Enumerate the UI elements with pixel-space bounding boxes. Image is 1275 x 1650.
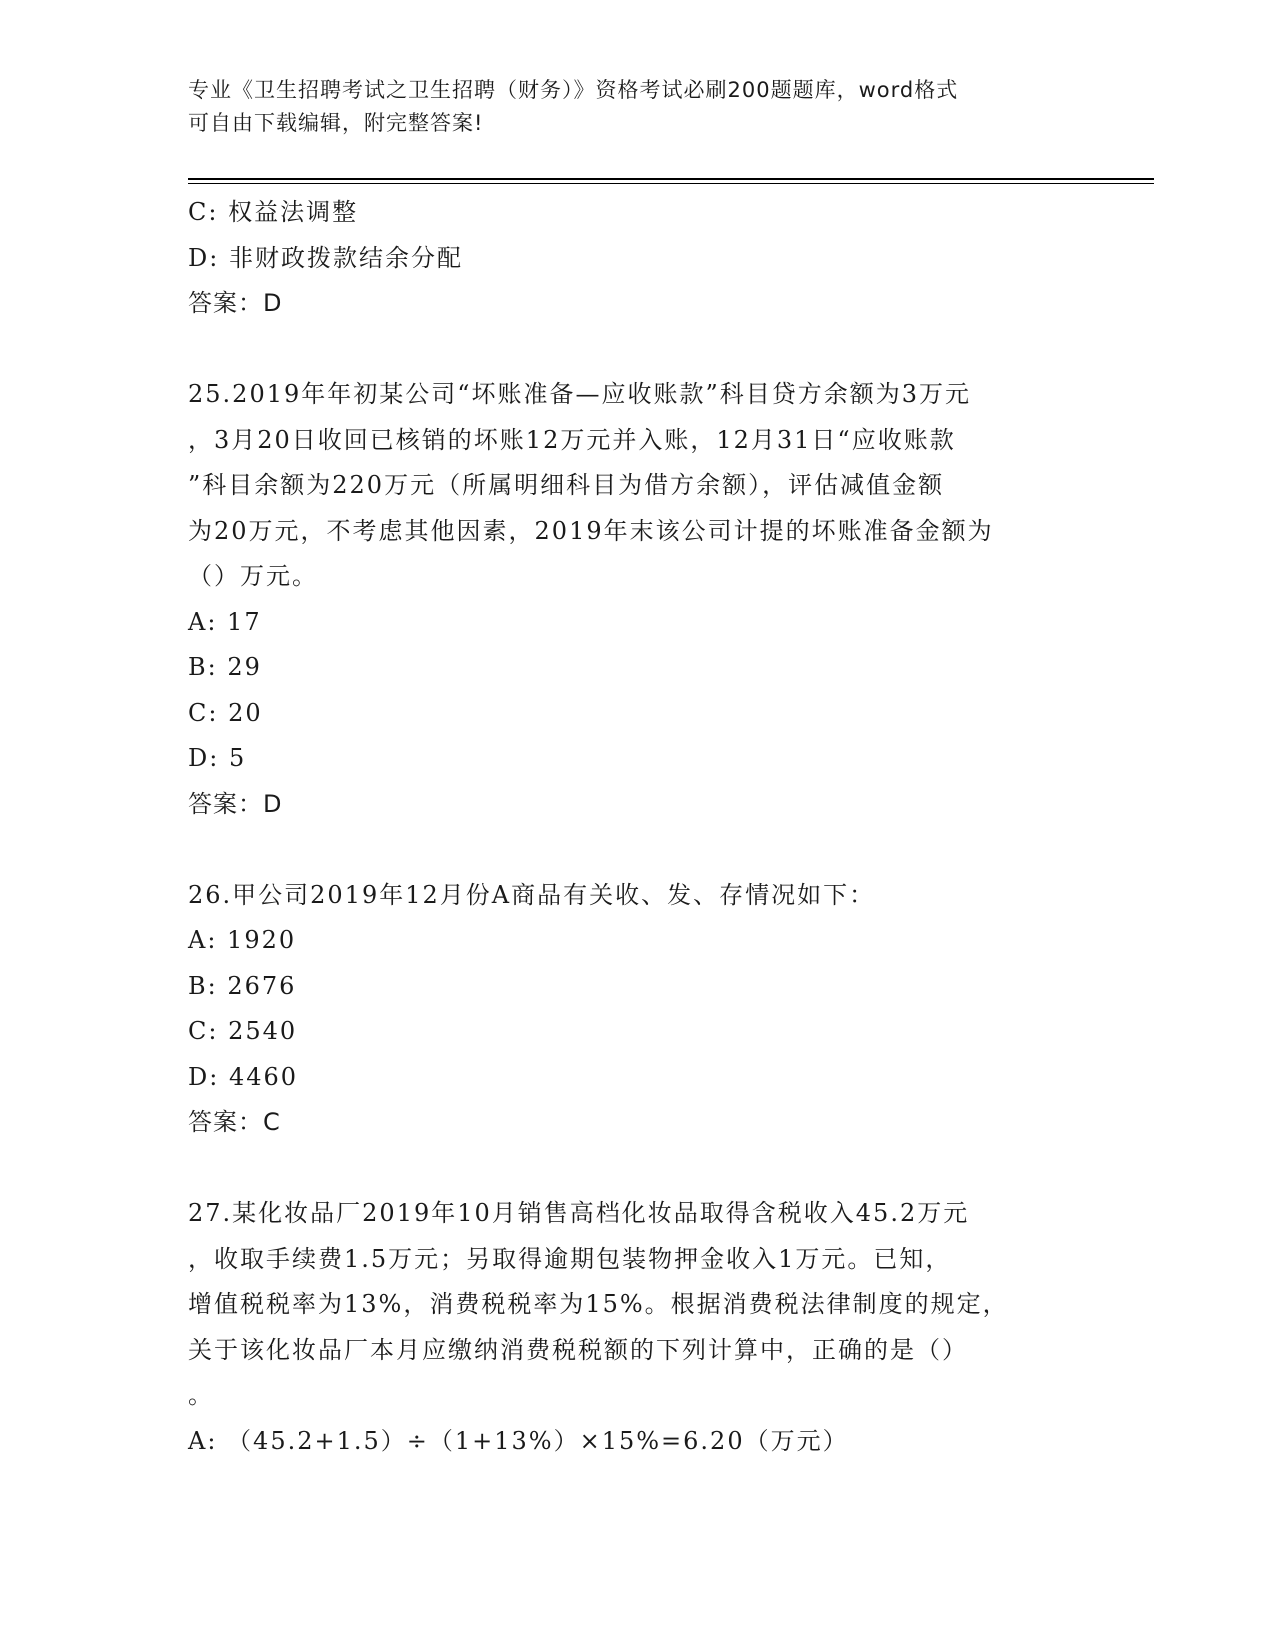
spacer [188, 1146, 1088, 1192]
question-27 [188, 1191, 1088, 1464]
question-text-line: 关于该化妆品厂本月应缴纳消费税税额的下列计算中，正确的是（） [188, 1335, 968, 1364]
header-rule-thick [188, 178, 1154, 180]
question-text-line: ，收取手续费1.5万元；另取得逾期包装物押金收入1万元。已知， [188, 1244, 952, 1273]
option-d: D: 4460 [188, 1062, 299, 1091]
spacer [188, 827, 1088, 873]
option-c: C: 20 [188, 698, 263, 727]
option-b: B: 2676 [188, 971, 297, 1000]
question-text-line: ，3月20日收回已核销的坏账12万元并入账，12月31日“应收账款 [188, 425, 956, 454]
option-c: C: 权益法调整 [188, 198, 359, 226]
option-a: A: （45.2+1.5）÷（1+13%）×15%=6.20（万元） [188, 1426, 849, 1455]
question-24-tail [188, 190, 1088, 327]
question-text-line: （）万元。 [188, 562, 318, 590]
option-a: A: 17 [188, 607, 262, 636]
option-d: D: 5 [188, 744, 247, 772]
question-text-line: 26.甲公司2019年12月份A商品有关收、发、存情况如下： [188, 880, 876, 909]
question-text-line: 25.2019年年初某公司“坏账准备—应收账款”科目贷方余额为3万元 [188, 380, 972, 408]
header-rule-thin [188, 183, 1154, 184]
answer-line: 答案：D [188, 289, 283, 317]
question-text-line: 。 [188, 1381, 214, 1409]
page-header [188, 74, 1088, 140]
question-text-line: ”科目余额为220万元（所属明细科目为借方余额），评估减值金额 [188, 471, 945, 499]
option-d: D: 非财政拨款结余分配 [188, 243, 463, 272]
option-a: A: 1920 [188, 926, 297, 954]
question-25 [188, 372, 1088, 827]
header-line-2: 可自由下载编辑，附完整答案! [188, 111, 484, 135]
question-text-line: 增值税税率为13%，消费税税率为15%。根据消费税法律制度的规定， [188, 1290, 1009, 1318]
question-text-line: 为20万元，不考虑其他因素，2019年末该公司计提的坏账准备金额为 [188, 516, 994, 545]
spacer [188, 327, 1088, 373]
option-b: B: 29 [188, 653, 262, 681]
document-body [188, 190, 1088, 1464]
question-text-line: 27.某化妆品厂2019年10月销售高档化妆品取得含税收入45.2万元 [188, 1199, 970, 1227]
answer-line: 答案：D [188, 789, 283, 818]
header-line-1: 专业《卫生招聘考试之卫生招聘（财务）》资格考试必刷200题题库，word格式 [188, 78, 959, 102]
question-26 [188, 873, 1088, 1146]
option-c: C: 2540 [188, 1017, 298, 1045]
answer-line: 答案：C [188, 1108, 281, 1136]
